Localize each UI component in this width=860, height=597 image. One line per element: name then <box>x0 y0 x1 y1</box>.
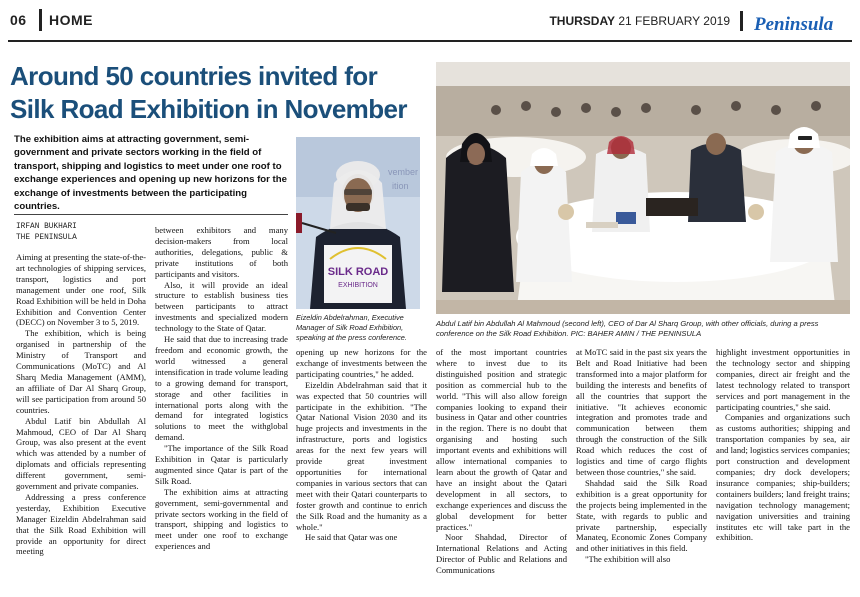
logo-text: Peninsula <box>754 14 834 35</box>
issue-date <box>549 14 730 28</box>
paragraph: Addressing a press conference yesterday, Exhibition Executive Manager Eizeldin Abdelrahman said that the Silk Road Exhibition will provide an opportunity for direct meeting <box>16 491 146 557</box>
paragraph: Companies and organizations such as customs authorities; shipping and transportation companies by sea, air and land; logistics services companies; port construction and development companies; dry dock developers; insurance companies; ship-builders; containers builders; land freight trains; navigation technology management; navigation universities and training institutes etc will take part in the exhibition. <box>716 412 850 543</box>
standfirst: The exhibition aims at attracting government, semi-government and private sectors working in the field of transport, shipping and logistics to meet under one roof to exchange experiences and opening up new horizons for the exchange of investments between the participating countries. <box>14 134 287 213</box>
paragraph: opening up new horizons for the exchange of investments between the participating countries," he added. <box>296 347 427 379</box>
paragraph: "The importance of the Silk Road Exhibition in Qatar is particularly augmented since Qatar is part of the Silk Road. <box>155 443 288 486</box>
paragraph: highlight investment opportunities in the technology sector and shipping companies, direct air freight and the latest technology related to transport services and port management in the participating countries," she said. <box>716 347 850 412</box>
paragraph: Noor Shahdad, Director of International Relations and Acting Director of Public and Relations and Communications <box>436 532 567 576</box>
article-column-5 <box>576 347 707 565</box>
header-rule <box>8 40 852 42</box>
speaker-photo <box>296 137 420 309</box>
newspaper-logo <box>752 10 844 36</box>
paragraph: Shahdad said the Silk Road exhibition is a great opportunity for the projects being implemented in the State, with regards to public and private partnership, especially Manateq, Economic Zones Company and other initiatives in this field. <box>576 477 707 554</box>
paragraph: The exhibition, which is being organised in partnership of the Ministry of Transport and Communications (MoTC) and Al Sharq Media Management (AMM), an affiliate of Dar Al Sharq Group, will see participation from around 50 countries. <box>16 328 146 415</box>
page-header <box>0 0 860 42</box>
article-column-3 <box>296 347 427 543</box>
paragraph: of the most important countries where to invest due to its distinguished position and strategic position as commercial hub to the world. "This will also allow foreign companies looking to expand their business in Qatar and other countries in the region. There is no doubt that organising and hosting such important events and exhibitions will allow international companies to learn about the growth of Qatar and have an insight about the Qatari development in all sectors, to exchange experiences and discuss the global development for better practices." <box>436 347 567 532</box>
header-divider-right <box>740 11 743 31</box>
banner-title: SILK ROAD <box>327 266 389 278</box>
photo-caption-conference: Abdul Latif bin Abdullah Al Mahmoud (second left), CEO of Dar Al Sharq Group, with other officials, during a press conference on the Silk Road Exhibition. PIC: BAHER AMIN / THE PENINSULA <box>436 319 819 338</box>
section-name: HOME <box>49 12 93 28</box>
paragraph: between exhibitors and many decision-makers from local authorities, delegations, public & private institutions of both participants and visitors. <box>155 225 288 279</box>
article-column-4 <box>436 347 567 576</box>
press-conference-photo <box>436 62 850 314</box>
svg-text:ition: ition <box>392 181 409 191</box>
headline <box>10 60 430 126</box>
svg-text:vember: vember <box>388 167 419 177</box>
paragraph: He said that due to increasing trade freedom and economic growth, the world witnessed a general intensification in trade volume leading to a growing demand for transport, storage and other facilities in international ports along with the demand for integrated logistics solutions to meet the withglobal demand. <box>155 334 288 443</box>
article-column-2 <box>155 225 288 552</box>
header-divider <box>39 9 42 31</box>
issue-date-text: 21 FEBRUARY 2019 <box>618 14 730 28</box>
paragraph: He said that Qatar was one <box>305 532 398 543</box>
photo-caption-speaker: Eizeldin Abdelrahman, Executive Manager of Silk Road Exhibition, speaking at the press conference. <box>296 313 407 342</box>
banner-subtitle: EXHIBITION <box>338 282 378 289</box>
page-number: 06 <box>10 12 27 28</box>
byline <box>16 222 77 243</box>
headline-line-2: Silk Road Exhibition in November <box>10 94 407 124</box>
issue-day: THURSDAY <box>549 14 616 28</box>
byline-author: IRFAN BUKHARI <box>16 223 77 231</box>
paragraph: Eizeldin Abdelrahman said that it was expected that 50 countries will participate in the exhibition. "The Qatar National Vision 2030 and its huge projects and investments in the infrastructure, ports and logistics areas for the next few years will provide great investment opportunities for international companies in various sectors that can meet with their Qatari counterparts to foster growth and continue to enrich the Silk Road and the humanity as a whole." <box>296 379 427 532</box>
standfirst-rule <box>14 214 288 215</box>
paragraph: at MoTC said in the past six years the Belt and Road Initiative had been transformed into a major platform for building the interests and benefits of all the countries that support the initiative. "It achieves economic integration and promotes trade and communication between them through the construction of the Silk Road which reduces the cost of logistics and time of cargo flights between those countries," she said. <box>576 347 707 477</box>
byline-outlet: THE PENINSULA <box>16 233 77 242</box>
paragraph: Also, it will provide an ideal structure to establish business ties between participants to attract investments and specialized modern technology to the State of Qatar. <box>155 279 288 334</box>
article-column-1 <box>16 252 146 557</box>
article-column-6 <box>716 347 850 543</box>
paragraph: Aiming at presenting the state-of-the-art technologies of shipping services, transport, logistics and port management under one roof, Silk Road Exhibition will be held in Doha Exhibition and Convention Center (DECC) on November 3 to 5, 2019. <box>16 252 146 328</box>
paragraph: The exhibition aims at attracting government, semi-governmental and private sectors working in the field of transport, shipping and logistics to meet under one roof to exchange experiences and <box>155 486 288 552</box>
headline-line-1: Around 50 countries invited for <box>10 61 378 91</box>
paragraph: Abdul Latif bin Abdullah Al Mahmoud, CEO of Dar Al Sharq Group, was also present at the event which was attended by a number of diplomats and officials representing different government, semi-government and private companies. <box>16 415 146 492</box>
paragraph: "The exhibition will also <box>585 554 671 565</box>
